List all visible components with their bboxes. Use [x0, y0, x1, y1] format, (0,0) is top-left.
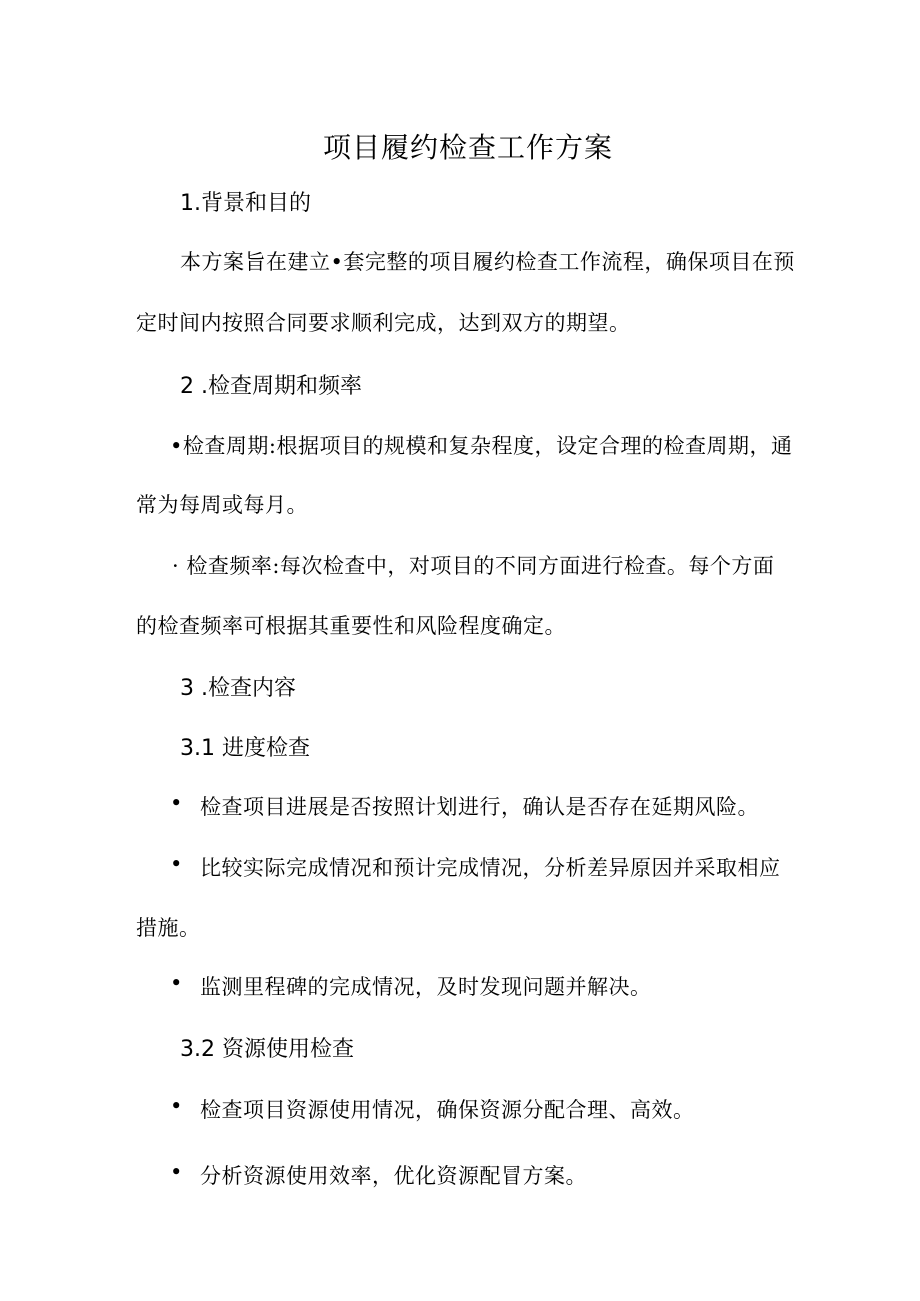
resource-check-item-1: 检查项目资源使用情况，确保资源分配合理、高效。	[200, 1098, 695, 1122]
bullet-marker: •	[170, 852, 183, 876]
section-2-item-2-line-1: · 检查频率:每次检查中，对项目的不同方面进行检查。每个方面	[172, 554, 775, 578]
section-2-item-1-line-2: 常为每周或每月。	[136, 493, 308, 517]
progress-check-item-1: 检查项目进展是否按照计划进行，确认是否存在延期风险。	[200, 795, 759, 819]
progress-check-item-2-line-1: 比较实际完成情况和预计完成情况，分析差异原因并采取相应	[200, 856, 781, 880]
progress-check-item-2-line-2: 措施。	[136, 916, 201, 940]
subsection-3-2-heading: 3.2 资源使用检查	[180, 1037, 354, 1062]
bullet-marker: •	[170, 1160, 183, 1184]
section-1-heading: 1.背景和目的	[180, 191, 311, 216]
bullet-marker: •	[170, 971, 183, 995]
section-2-item-1-line-1: •检查周期:根据项目的规模和复杂程度，设定合理的检查周期，通	[170, 434, 793, 458]
section-2-item-2-line-2: 的检查频率可根据其重要性和风险程度确定。	[136, 614, 566, 638]
subsection-3-1-heading: 3.1 进度检查	[180, 736, 310, 761]
section-1-paragraph-line-1: 本方案旨在建立•套完整的项目履约检查工作流程，确保项目在预	[180, 250, 795, 274]
bullet-marker: •	[170, 791, 183, 815]
bullet-marker: •	[170, 1094, 183, 1118]
document-title: 项目履约检查工作方案	[323, 131, 614, 164]
section-1-paragraph-line-2: 定时间内按照合同要求顺利完成，达到双方的期望。	[136, 311, 631, 335]
section-2-heading: 2 .检查周期和频率	[180, 374, 362, 399]
resource-check-item-2: 分析资源使用效率，优化资源配冒方案。	[200, 1164, 587, 1188]
progress-check-item-3: 监测里程碑的完成情况，及时发现问题并解决。	[200, 975, 652, 999]
section-3-heading: 3 .检查内容	[180, 676, 296, 701]
